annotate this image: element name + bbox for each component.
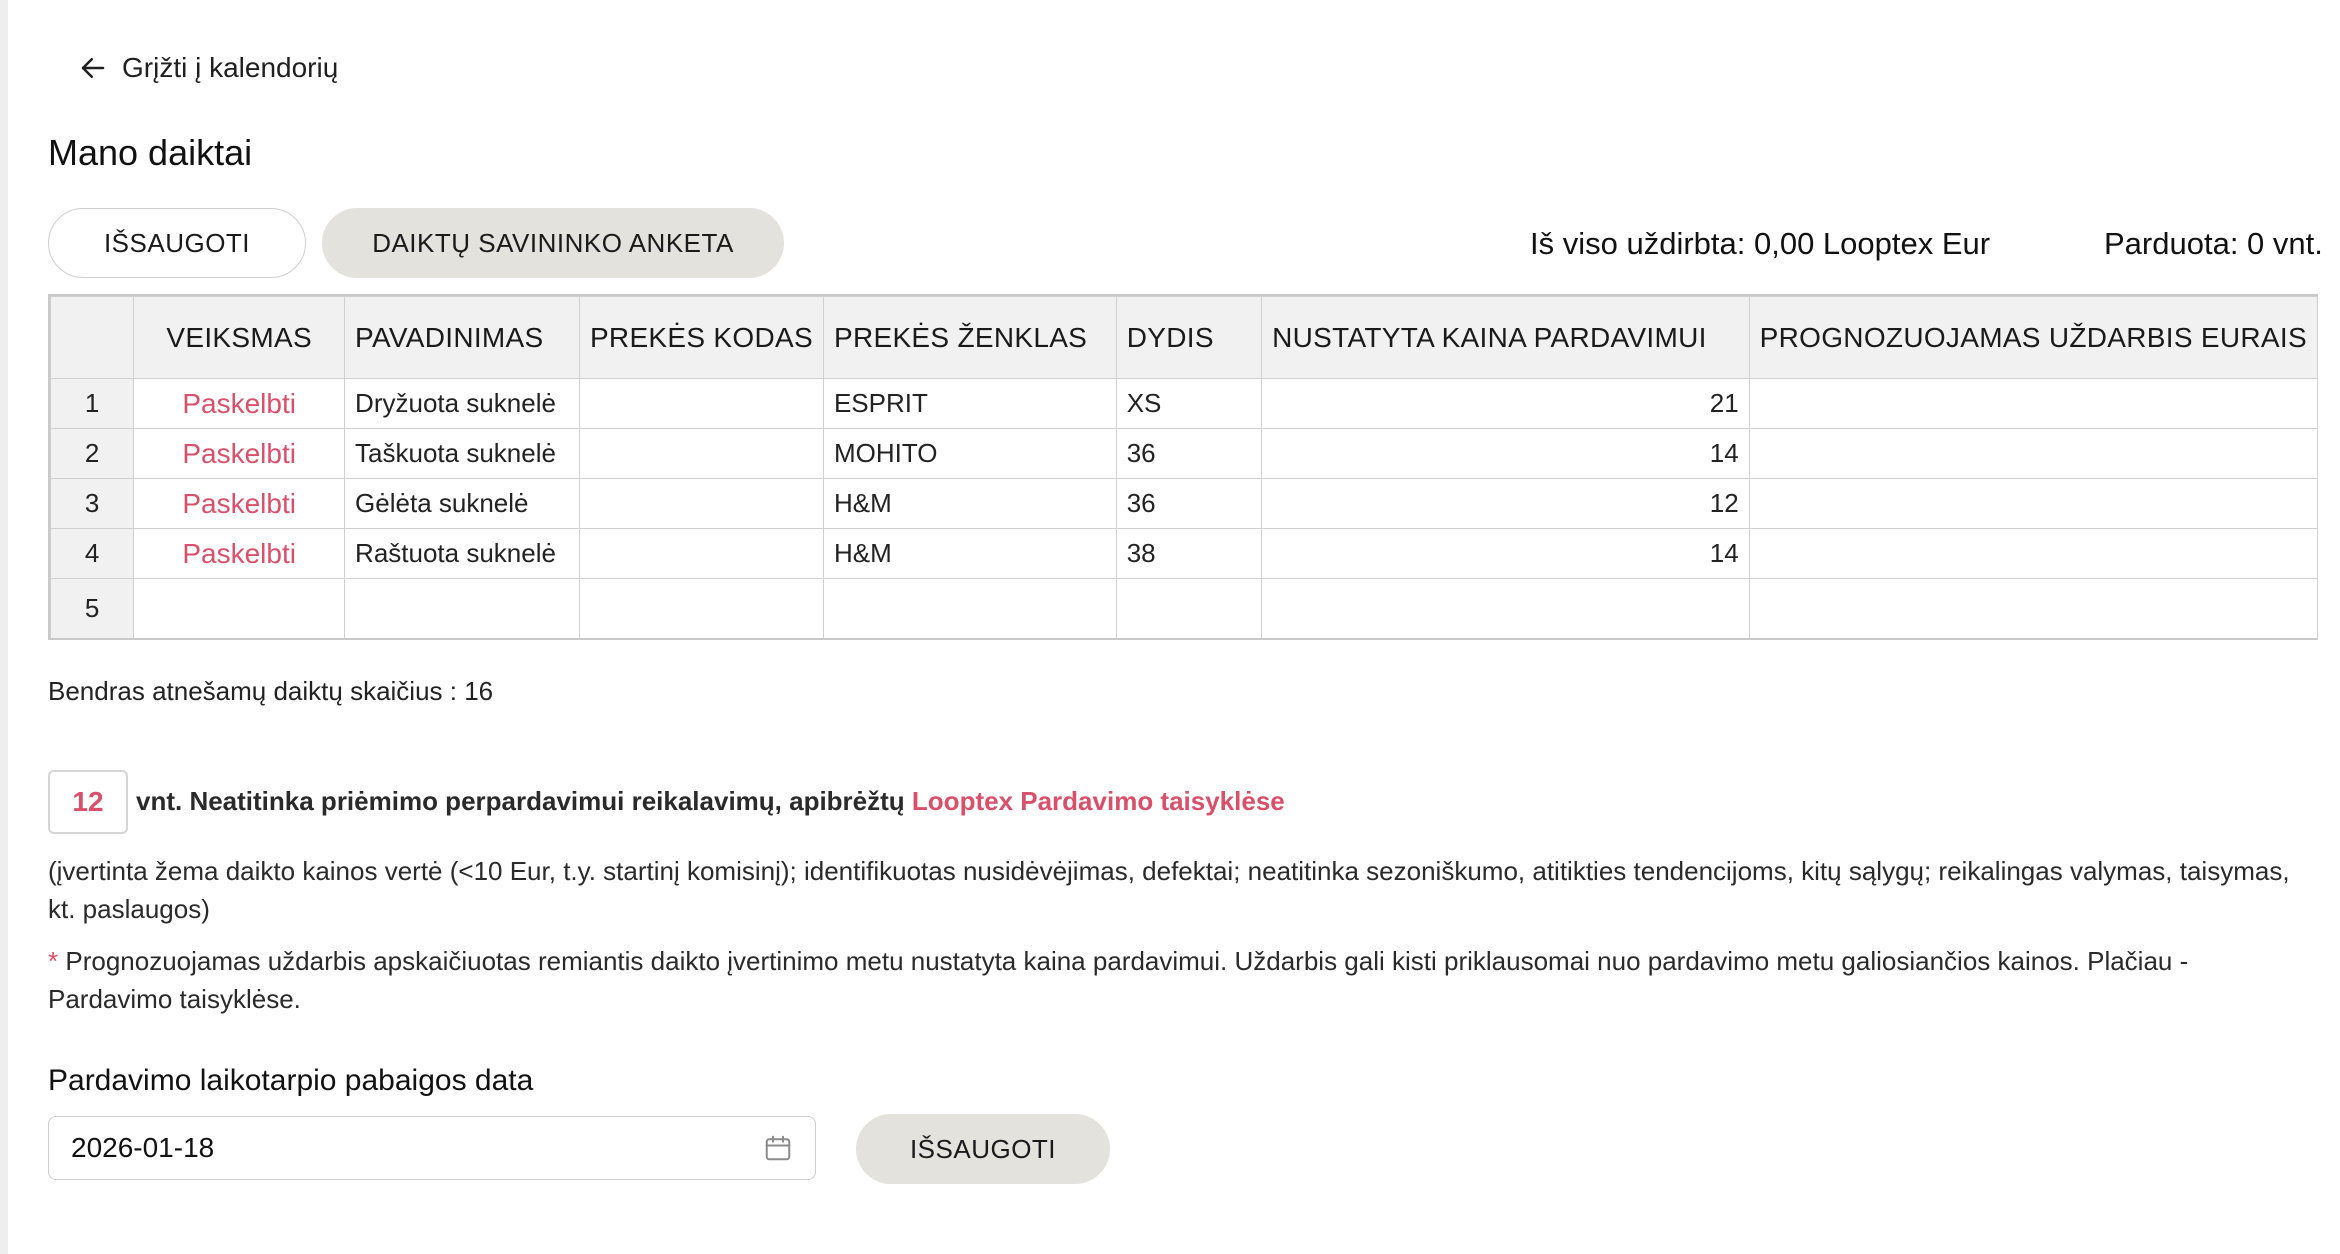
row-index: 1 — [51, 379, 134, 429]
table-row — [51, 529, 2318, 579]
save-button[interactable]: IŠSAUGOTI — [48, 208, 306, 278]
table-row — [51, 379, 2318, 429]
publish-link[interactable]: Paskelbti — [134, 529, 345, 579]
back-link-label: Grįžti į kalendorių — [122, 52, 339, 83]
cell-action[interactable] — [134, 579, 345, 639]
cell-name[interactable]: Dryžuota suknelė — [345, 379, 580, 429]
column-header-code[interactable]: PREKĖS KODAS — [579, 297, 823, 379]
cell-profit[interactable] — [1749, 579, 2317, 639]
date-value: 2026-01-18 — [71, 1132, 215, 1163]
page-title: Mano daiktai — [48, 132, 253, 173]
rejected-reasons-note: (įvertinta žema daikto kainos vertė (<10 Eur, t.y. startinį komisinį); identifikuotas nusidėvėjimas, defektai; neatitinka sezoniškumo, atitikties tendencijoms, kitų sąlygų; reikalingas valymas, taisymas, kt. paslaugos) — [48, 856, 2290, 924]
column-header-brand[interactable]: PREKĖS ŽENKLAS — [823, 297, 1116, 379]
cell-code[interactable] — [579, 429, 823, 479]
cell-name[interactable] — [345, 579, 580, 639]
cell-size[interactable] — [1116, 579, 1261, 639]
cell-code[interactable] — [579, 579, 823, 639]
left-rail — [0, 0, 8, 1254]
rejected-notice — [136, 786, 1285, 817]
publish-link[interactable]: Paskelbti — [134, 429, 345, 479]
cell-brand[interactable]: ESPRIT — [823, 379, 1116, 429]
required-marker: * — [48, 946, 59, 976]
cell-profit[interactable] — [1749, 429, 2317, 479]
total-earned-stat: Iš viso uždirbta: 0,00 Looptex Eur — [1530, 226, 1991, 261]
cell-size[interactable]: XS — [1116, 379, 1261, 429]
profit-disclaimer — [48, 942, 2318, 1018]
cell-code[interactable] — [579, 529, 823, 579]
save-date-button[interactable]: IŠSAUGOTI — [856, 1114, 1110, 1184]
column-header-profit[interactable]: PROGNOZUOJAMAS UŽDARBIS EURAIS — [1749, 297, 2317, 379]
cell-code[interactable] — [579, 379, 823, 429]
cell-price[interactable]: 14 — [1262, 429, 1750, 479]
rejected-count-badge: 12 — [48, 770, 128, 834]
column-header-index — [51, 297, 134, 379]
row-index: 5 — [51, 579, 134, 639]
sale-end-date-label: Pardavimo laikotarpio pabaigos data — [48, 1064, 534, 1097]
table-row — [51, 479, 2318, 529]
cell-brand[interactable]: H&M — [823, 529, 1116, 579]
table-header-row — [51, 297, 2318, 379]
cell-name[interactable]: Taškuota suknelė — [345, 429, 580, 479]
publish-link[interactable]: Paskelbti — [134, 379, 345, 429]
cell-name[interactable]: Raštuota suknelė — [345, 529, 580, 579]
calendar-icon[interactable] — [763, 1133, 793, 1163]
cell-size[interactable]: 38 — [1116, 529, 1261, 579]
cell-profit[interactable] — [1749, 379, 2317, 429]
publish-link[interactable]: Paskelbti — [134, 479, 345, 529]
column-header-price[interactable]: NUSTATYTA KAINA PARDAVIMUI — [1262, 297, 1750, 379]
cell-brand[interactable]: H&M — [823, 479, 1116, 529]
cell-brand[interactable] — [823, 579, 1116, 639]
cell-profit[interactable] — [1749, 479, 2317, 529]
arrow-left-icon — [78, 53, 108, 83]
cell-price[interactable] — [1262, 579, 1750, 639]
row-index: 2 — [51, 429, 134, 479]
sold-count-stat: Parduota: 0 vnt. — [2104, 226, 2323, 261]
column-header-size[interactable]: DYDIS — [1116, 297, 1261, 379]
cell-price[interactable]: 14 — [1262, 529, 1750, 579]
cell-size[interactable]: 36 — [1116, 429, 1261, 479]
sale-end-date-input[interactable] — [48, 1116, 816, 1180]
cell-price[interactable]: 21 — [1262, 379, 1750, 429]
cell-name[interactable]: Gėlėta suknelė — [345, 479, 580, 529]
items-table — [50, 296, 2318, 639]
column-header-action[interactable]: VEIKSMAS — [134, 297, 345, 379]
back-to-calendar-link[interactable] — [78, 52, 338, 84]
rejected-notice-text: vnt. Neatitinka priėmimo perpardavimui reikalavimų, apibrėžtų — [136, 786, 905, 816]
items-table-container[interactable] — [48, 294, 2318, 640]
cell-profit[interactable] — [1749, 529, 2317, 579]
owner-form-button[interactable]: DAIKTŲ SAVININKO ANKETA — [322, 208, 784, 278]
cell-size[interactable]: 36 — [1116, 479, 1261, 529]
row-index: 3 — [51, 479, 134, 529]
column-header-name[interactable]: PAVADINIMAS — [345, 297, 580, 379]
disclaimer-text: Prognozuojamas uždarbis apskaičiuotas remiantis daikto įvertinimo metu nustatyta kaina pardavimui. Uždarbis gali kisti priklausomai nuo pardavimo metu galiosiančios kainos. Plačiau - Pardavimo taisyklėse. — [48, 946, 2189, 1014]
cell-code[interactable] — [579, 479, 823, 529]
table-row — [51, 429, 2318, 479]
row-index: 4 — [51, 529, 134, 579]
cell-brand[interactable]: MOHITO — [823, 429, 1116, 479]
total-items-count: Bendras atnešamų daiktų skaičius : 16 — [48, 676, 494, 706]
table-row — [51, 579, 2318, 639]
sales-rules-link[interactable]: Looptex Pardavimo taisyklėse — [911, 786, 1285, 816]
cell-price[interactable]: 12 — [1262, 479, 1750, 529]
